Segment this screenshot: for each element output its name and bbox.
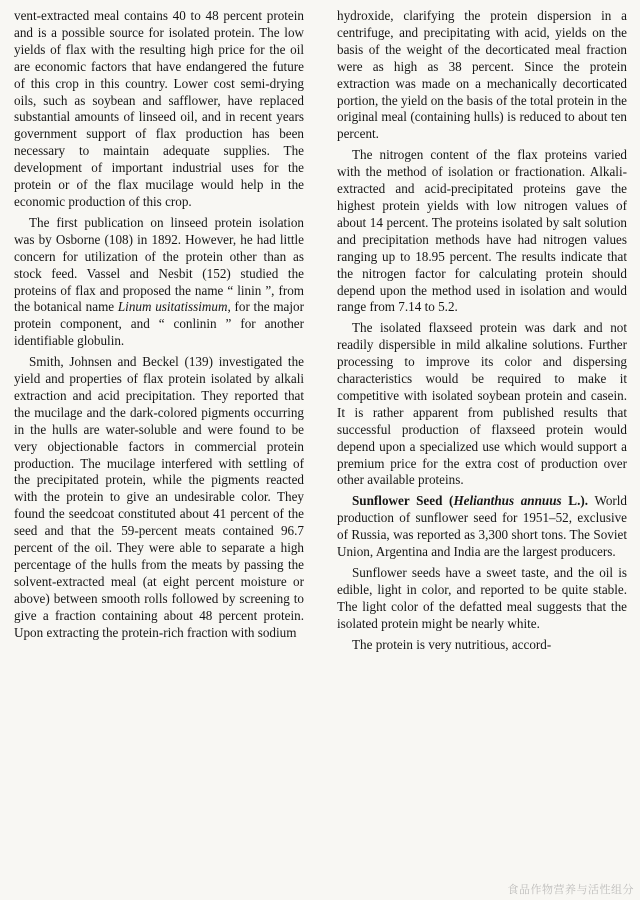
paragraph-flaxseed-protein-color: The isolated flaxseed protein was dark and not readily dispersible in mild alkaline solutions. Further processing to improve its color and dispersing characteristics would be required to make it competitive with isolated soybean protein and casein. It is rather apparent from published results that successful production of flaxseed protein would depend upon a specialized use which would support a premium price for the extra cost of production over other available proteins. [337, 320, 627, 488]
section-heading-sunflower: Sunflower Seed ( [352, 493, 454, 509]
watermark-text: 食品作物营养与活性组分 [507, 883, 634, 896]
paragraph-nitrogen-content: The nitrogen content of the flax proteins varied with the method of isolation or fractionation. Alkali-extracted and acid-precipitated proteins gave the highest protein yields with low nitrogen values of about 14 percent. The proteins isolated by salt solution and precipitation methods have had nitrogen values ranging up to 18.95 percent. The results indicate that the nitrogen factor for calculating protein should depend upon the method used in isolation and would range from 7.14 to 5.2. [337, 147, 627, 315]
right-column [337, 8, 627, 654]
helianthus-latin-name: Helianthus annuus [453, 493, 562, 509]
paragraph-sunflower-nutrition: The protein is very nutritious, accord- [352, 636, 552, 652]
linum-latin-name: Linum usitatissimum [117, 299, 228, 315]
section-heading-sunflower-end: L.). [561, 493, 589, 509]
paragraph-hydroxide-yield: hydroxide, clarifying the protein dispersion in a centrifuge, and precipitating with acid, yields on the basis of the weight of the decorticated meal fraction were as high as 38 percent. Since the protein extraction was made on a mechanically decorticated portion, the yield on the basis of the total protein in the original meal (containing hulls) is reduced to about ten percent. [337, 8, 627, 142]
paragraph-flax-economics: vent-extracted meal contains 40 to 48 percent protein and is a possible source for isolated protein. The low yields of flax with the resulting high price for the oil are economic factors that have endangered the future of this crop in this country. Lower cost semi-drying oils, such as soybean and safflower, have replaced substantial amounts of linseed oil, and in recent years government support of flax production has been necessary to maintain adequate supplies. The development of important industrial uses for the protein or of the flax mucilage would help in the economic production of this crop. [14, 8, 304, 209]
left-column [14, 8, 304, 642]
paragraph-sunflower-taste: Sunflower seeds have a sweet taste, and the oil is edible, light in color, and reported to be quite stable. The light color of the defatted meal suggests that the isolated protein might be nearly white. [337, 565, 627, 631]
linseed-history-text-a: The first publication on linseed protein isolation was by Osborne (108) in 1892. However, he had little concern for utilization of the protein other than as stock feed. Vassel and Nesbit (152) studied the proteins of flax and proposed the name “ linin ”, from the botanical name [14, 214, 304, 315]
paragraph-linseed-history [14, 215, 304, 350]
paragraph-sunflower-seed [337, 493, 627, 561]
paragraph-smith-johnsen-beckel: Smith, Johnsen and Beckel (139) investigated the yield and properties of flax protein isolated by alkali extraction and acid precipitation. They reported that the mucilage and the dark-colored pigments occurring in the hulls are water-soluble and were found to be very objectionable factors in commercial protein production. The mucilage interfered with settling of the precipitated protein, while the pigments reacted with the protein to give an undesirable color. They found the seedcoat constituted about 41 percent of the seed and that the 59-percent meats contained 96.7 percent of the oil. They were able to separate a high percentage of the hulls from the meats by passing the solvent-extracted meal (at eight percent moisture or above) between smooth rolls followed by screening to give a fraction containing about 48 percent protein. Upon extracting the protein-rich fraction with sodium [14, 354, 304, 640]
linseed-history-text-b: , for the major protein component, and “ conlinin ” for another identifiable globulin. [14, 299, 304, 349]
sunflower-production-text: World production of sunflower seed for 1951–52, exclusive of Russia, was reported as 3,300 short tons. The Soviet Union, Argentina and India are the largest producers. [337, 493, 627, 560]
